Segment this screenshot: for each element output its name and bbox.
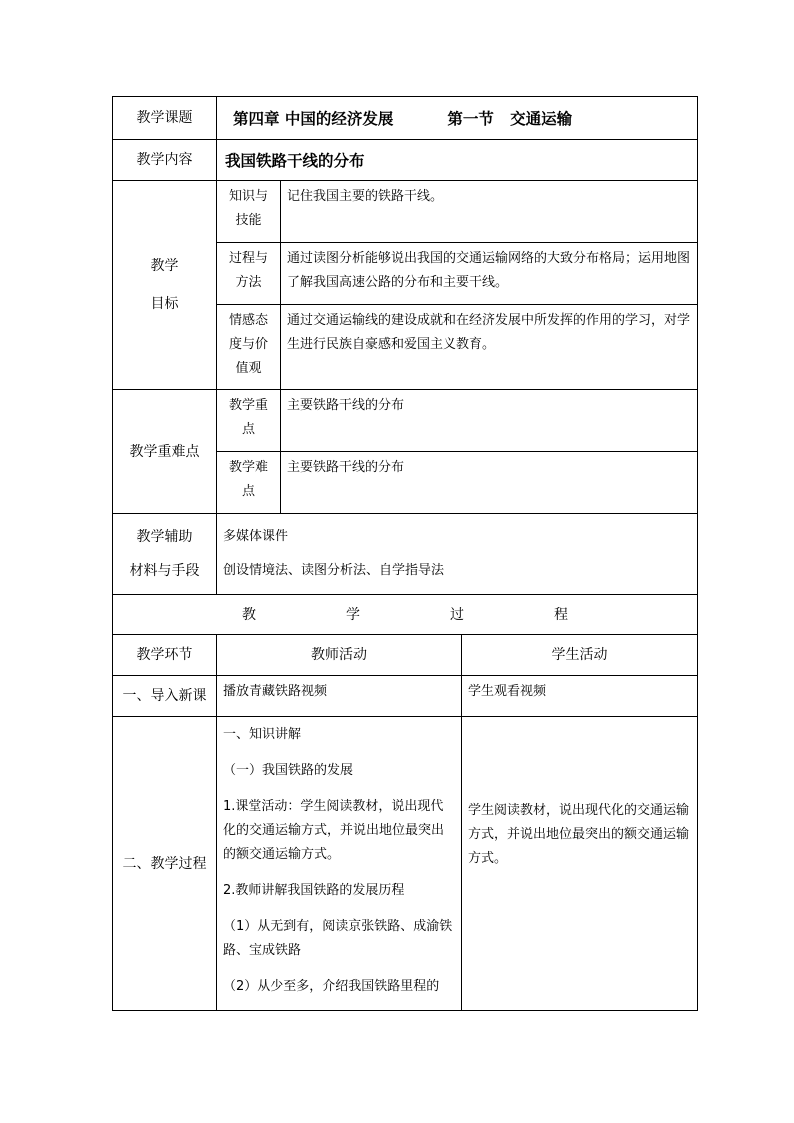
teacher-activity-line: 一、知识讲解 <box>223 727 302 742</box>
student-activity-main-text: 学生阅读教材，说出现代化的交通运输方式，并说出地位最突出的额交通运输方式。 <box>468 803 690 866</box>
content-label: 教学内容 <box>113 140 217 181</box>
objective-text-knowledge: 记住我国主要的铁路干线。 <box>281 181 698 243</box>
process-row-main <box>113 717 698 1011</box>
teacher-activity-line: 1.课堂活动：学生阅读教材，说出现代化的交通运输方式，并说出地位最突出的额交通运输方式。 <box>223 799 445 862</box>
student-activity-intro: 学生观看视频 <box>462 676 698 717</box>
aids-line1: 多媒体课件 <box>223 529 289 544</box>
difficult-point-label: 教学难点 <box>217 452 281 514</box>
aids-label <box>113 514 217 595</box>
process-heading-char-3: 过 <box>450 606 464 623</box>
key-point-text: 主要铁路干线的分布 <box>281 390 698 452</box>
aids-row <box>113 514 698 595</box>
aids-line2: 创设情境法、读图分析法、自学指导法 <box>223 563 445 578</box>
column-header-teacher: 教师活动 <box>217 635 462 676</box>
key-points-label: 教学重难点 <box>113 390 217 514</box>
topic-row <box>113 97 698 140</box>
difficult-point-text: 主要铁路干线的分布 <box>281 452 698 514</box>
objective-label-attitude: 情感态度与价值观 <box>217 305 281 390</box>
content-value: 我国铁路干线的分布 <box>217 140 698 181</box>
process-heading-char-1: 教 <box>242 606 256 623</box>
objective-row-1 <box>113 181 698 243</box>
stage-intro: 一、导入新课 <box>113 676 217 717</box>
column-header-student: 学生活动 <box>462 635 698 676</box>
key-point-row <box>113 390 698 452</box>
aids-label-line1: 教学辅助 <box>136 529 193 545</box>
process-columns-row <box>113 635 698 676</box>
topic-title <box>217 97 698 140</box>
content-row <box>113 140 698 181</box>
objective-text-process: 通过读图分析能够说出我国的交通运输网络的大致分布格局；运用地图了解我国高速公路的分布和主要干线。 <box>281 243 698 305</box>
section-title: 交通运输 <box>510 110 573 128</box>
teacher-activity-line: 2.教师讲解我国铁路的发展历程 <box>223 883 405 898</box>
teacher-activity-intro: 播放青藏铁路视频 <box>217 676 462 717</box>
process-heading <box>113 595 698 635</box>
objectives-label-line1: 教学 <box>150 258 179 274</box>
section-number: 第一节 <box>447 110 494 128</box>
key-point-label: 教学重点 <box>217 390 281 452</box>
objectives-label-line2: 目标 <box>150 296 179 312</box>
process-row-intro <box>113 676 698 717</box>
process-heading-char-2: 学 <box>346 606 360 623</box>
teacher-activity-main <box>217 717 462 1011</box>
teacher-activity-line: （一）我国铁路的发展 <box>223 763 354 778</box>
objective-text-attitude: 通过交通运输线的建设成就和在经济发展中所发挥的作用的学习，对学生进行民族自豪感和爱国主义教育。 <box>281 305 698 390</box>
topic-label: 教学课题 <box>113 97 217 140</box>
student-activity-main <box>462 717 698 1011</box>
chapter-title: 第四章 中国的经济发展 <box>233 110 394 128</box>
column-header-stage: 教学环节 <box>113 635 217 676</box>
aids-content <box>217 514 698 595</box>
teacher-activity-line: （2）从少至多，介绍我国铁路里程的 <box>223 979 440 994</box>
process-heading-char-4: 程 <box>554 606 568 623</box>
teacher-activity-line: （1）从无到有，阅读京张铁路、成渝铁路、宝成铁路 <box>223 919 453 958</box>
stage-main: 二、教学过程 <box>113 717 217 1011</box>
process-heading-row <box>113 595 698 635</box>
aids-label-line2: 材料与手段 <box>129 563 200 579</box>
lesson-plan-table <box>112 96 698 1011</box>
objective-label-process: 过程与方法 <box>217 243 281 305</box>
objective-label-knowledge: 知识与技能 <box>217 181 281 243</box>
objectives-label <box>113 181 217 390</box>
